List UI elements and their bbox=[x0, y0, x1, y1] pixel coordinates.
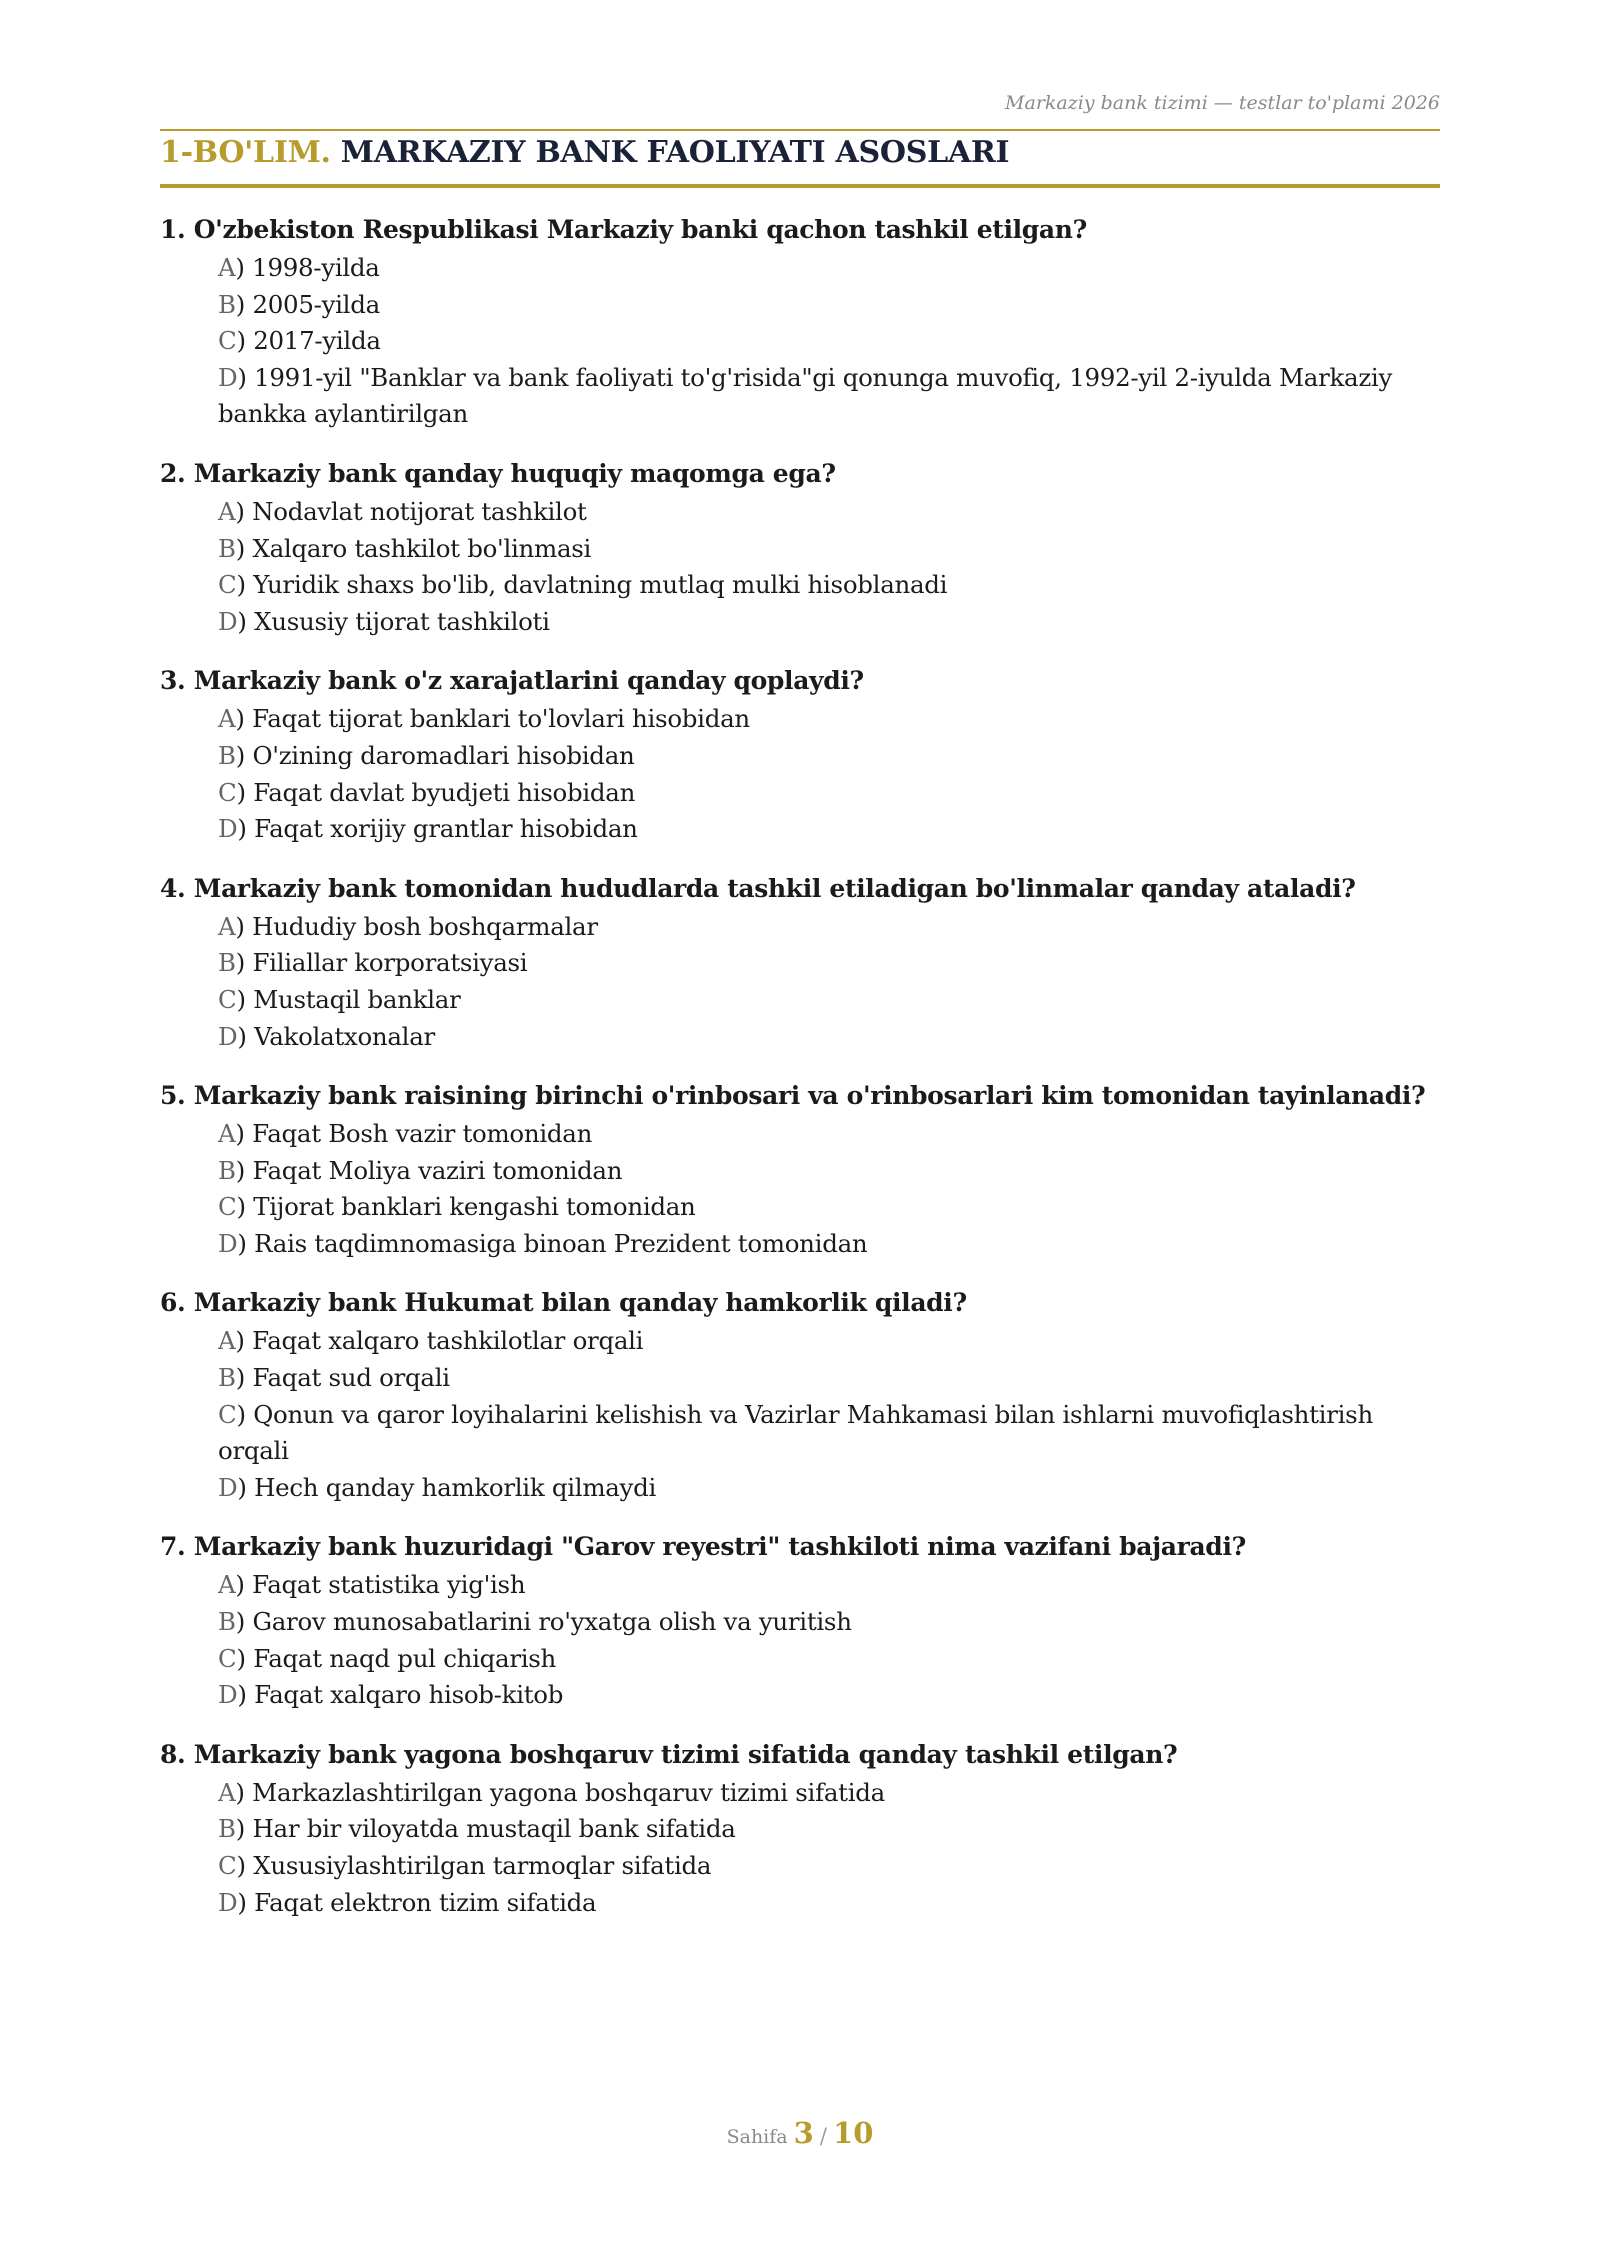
option-letter-paren: ) bbox=[237, 1021, 255, 1051]
option-letter-paren: ) bbox=[237, 1680, 255, 1710]
option-letter-paren: ) bbox=[236, 326, 254, 356]
option-letter-paren: ) bbox=[236, 777, 254, 807]
answer-option bbox=[218, 1848, 1440, 1885]
option-letter: A bbox=[218, 704, 236, 734]
option-letter-paren: ) bbox=[236, 1192, 254, 1222]
option-letter: C bbox=[218, 984, 237, 1014]
answer-options bbox=[218, 909, 1440, 1055]
option-text: Faqat elektron tizim sifatida bbox=[254, 1887, 597, 1917]
option-letter: B bbox=[218, 948, 236, 978]
option-letter: D bbox=[218, 1228, 238, 1258]
total-pages-number: 10 bbox=[833, 2116, 874, 2150]
answer-options bbox=[218, 1323, 1440, 1506]
option-letter: D bbox=[218, 814, 238, 844]
answer-option bbox=[218, 1360, 1440, 1397]
answer-option bbox=[218, 945, 1440, 982]
answer-option bbox=[218, 1323, 1440, 1360]
header-divider bbox=[160, 129, 1440, 131]
option-letter: A bbox=[218, 1119, 236, 1149]
option-text: Filiallar korporatsiyasi bbox=[252, 948, 528, 978]
option-letter: C bbox=[218, 1643, 237, 1673]
option-letter-paren: ) bbox=[235, 1119, 253, 1149]
answer-option bbox=[218, 1811, 1440, 1848]
section-title bbox=[160, 135, 1009, 170]
option-letter: B bbox=[218, 533, 236, 563]
option-letter: A bbox=[218, 911, 236, 941]
answer-option bbox=[218, 287, 1440, 324]
option-letter: D bbox=[218, 1021, 238, 1051]
answer-option bbox=[218, 1226, 1440, 1263]
option-letter-paren: ) bbox=[235, 1777, 253, 1807]
option-text: Faqat davlat byudjeti hisobidan bbox=[253, 777, 636, 807]
option-letter: C bbox=[218, 1399, 237, 1429]
section-heading: MARKAZIY BANK FAOLIYATI ASOSLARI bbox=[340, 135, 1010, 170]
option-letter-paren: ) bbox=[236, 1851, 254, 1880]
option-letter-paren: ) bbox=[235, 948, 253, 978]
option-letter: B bbox=[218, 1155, 236, 1185]
option-letter: D bbox=[218, 606, 238, 636]
option-letter-paren: ) bbox=[236, 1399, 254, 1429]
option-letter: C bbox=[218, 777, 237, 807]
option-letter-paren: ) bbox=[235, 1570, 253, 1600]
option-letter: A bbox=[218, 496, 236, 526]
option-text: Faqat tijorat banklari to'lovlari hisobidan bbox=[252, 704, 750, 734]
section-divider bbox=[160, 184, 1440, 188]
answer-option bbox=[218, 1775, 1440, 1812]
answer-option bbox=[218, 738, 1440, 775]
option-letter-paren: ) bbox=[235, 1155, 253, 1185]
answer-option bbox=[218, 604, 1440, 641]
option-letter: A bbox=[218, 253, 236, 282]
question-block bbox=[160, 212, 1440, 433]
page-label: Sahifa bbox=[726, 2126, 788, 2148]
question-text: 7. Markaziy bank huzuridagi "Garov reyestri" tashkiloti nima vazifani bajaradi? bbox=[160, 1532, 1246, 1562]
option-letter-paren: ) bbox=[235, 704, 253, 734]
answer-option bbox=[218, 250, 1440, 287]
option-letter: C bbox=[218, 570, 237, 600]
answer-option bbox=[218, 323, 1440, 360]
answer-option bbox=[218, 982, 1440, 1019]
answer-option bbox=[218, 1604, 1440, 1641]
option-letter: B bbox=[218, 289, 236, 319]
answer-option bbox=[218, 1189, 1440, 1226]
option-text: 1991-yil "Banklar va bank faoliyati to'g'risida"gi qonunga muvofiq, 1992-yil 2-iyulda Markaziy bankka aylantirilgan bbox=[218, 362, 1393, 429]
option-text: Xususiylashtirilgan tarmoqlar sifatida bbox=[253, 1851, 712, 1880]
answer-options bbox=[218, 494, 1440, 640]
question-text: 1. O'zbekiston Respublikasi Markaziy banki qachon tashkil etilgan? bbox=[160, 215, 1087, 244]
answer-option bbox=[218, 360, 1440, 433]
option-text: 2017-yilda bbox=[253, 326, 381, 356]
option-letter: B bbox=[218, 1363, 236, 1393]
answer-options bbox=[218, 1116, 1440, 1262]
question-block bbox=[160, 1078, 1440, 1262]
option-letter-paren: ) bbox=[235, 740, 253, 770]
option-letter: B bbox=[218, 1814, 236, 1844]
question-block bbox=[160, 871, 1440, 1055]
question-block bbox=[160, 456, 1440, 640]
option-letter-paren: ) bbox=[235, 1607, 253, 1637]
option-text: Faqat naqd pul chiqarish bbox=[253, 1643, 557, 1673]
option-letter: D bbox=[218, 1680, 238, 1710]
option-text: O'zining daromadlari hisobidan bbox=[252, 740, 635, 770]
option-letter-paren: ) bbox=[235, 1326, 253, 1356]
page-footer bbox=[0, 2116, 1600, 2150]
answer-option bbox=[218, 1153, 1440, 1190]
answer-options bbox=[218, 1567, 1440, 1713]
current-page-number: 3 bbox=[793, 2116, 814, 2150]
answer-option bbox=[218, 701, 1440, 738]
answer-option bbox=[218, 1567, 1440, 1604]
option-text: Faqat Bosh vazir tomonidan bbox=[252, 1119, 593, 1149]
page-separator: / bbox=[819, 2124, 827, 2148]
option-text: Faqat xalqaro hisob-kitob bbox=[254, 1680, 564, 1710]
option-letter: D bbox=[218, 1472, 238, 1502]
answer-option bbox=[218, 1397, 1440, 1470]
answer-option bbox=[218, 494, 1440, 531]
question-block bbox=[160, 1737, 1440, 1921]
running-header: Markaziy bank tizimi — testlar to'plami 2026 bbox=[1005, 92, 1440, 114]
question-list bbox=[160, 212, 1440, 1944]
option-text: Hududiy bosh boshqarmalar bbox=[252, 911, 598, 941]
option-letter-paren: ) bbox=[235, 1363, 253, 1393]
option-text: Faqat statistika yig'ish bbox=[252, 1570, 526, 1600]
answer-option bbox=[218, 909, 1440, 946]
option-letter-paren: ) bbox=[235, 253, 253, 282]
option-text: Tijorat banklari kengashi tomonidan bbox=[253, 1192, 696, 1222]
answer-option bbox=[218, 1470, 1440, 1507]
option-letter-paren: ) bbox=[235, 911, 253, 941]
question-text: 6. Markaziy bank Hukumat bilan qanday hamkorlik qiladi? bbox=[160, 1288, 967, 1318]
option-text: Xalqaro tashkilot bo'linmasi bbox=[252, 533, 592, 563]
answer-option bbox=[218, 1019, 1440, 1056]
option-text: 2005-yilda bbox=[252, 289, 380, 319]
question-block bbox=[160, 663, 1440, 847]
question-text: 4. Markaziy bank tomonidan hududlarda tashkil etiladigan bo'linmalar qanday ataladi? bbox=[160, 873, 1356, 903]
option-text: Hech qanday hamkorlik qilmaydi bbox=[254, 1472, 657, 1502]
answer-options bbox=[218, 1775, 1440, 1921]
question-block bbox=[160, 1285, 1440, 1506]
option-text: Mustaqil banklar bbox=[253, 984, 461, 1014]
option-text: Garov munosabatlarini ro'yxatga olish va yuritish bbox=[252, 1607, 852, 1637]
question-text: 3. Markaziy bank o'z xarajatlarini qanday qoplaydi? bbox=[160, 666, 864, 696]
answer-option bbox=[218, 1885, 1440, 1922]
option-text: Markazlashtirilgan yagona boshqaruv tizimi sifatida bbox=[252, 1777, 885, 1807]
option-letter-paren: ) bbox=[237, 606, 255, 636]
option-letter-paren: ) bbox=[237, 814, 255, 844]
answer-option bbox=[218, 531, 1440, 568]
question-block bbox=[160, 1529, 1440, 1713]
question-text: 5. Markaziy bank raisining birinchi o'rinbosari va o'rinbosarlari kim tomonidan tayinlanadi? bbox=[160, 1081, 1426, 1111]
option-text: Faqat sud orqali bbox=[252, 1363, 450, 1393]
option-text: Vakolatxonalar bbox=[254, 1021, 435, 1051]
option-letter: A bbox=[218, 1326, 236, 1356]
option-text: Nodavlat notijorat tashkilot bbox=[252, 496, 587, 526]
option-letter-paren: ) bbox=[237, 1228, 255, 1258]
option-letter: D bbox=[218, 1887, 238, 1917]
option-text: Xususiy tijorat tashkiloti bbox=[254, 606, 550, 636]
option-letter: C bbox=[218, 326, 237, 356]
option-letter-paren: ) bbox=[235, 1814, 253, 1844]
answer-option bbox=[218, 775, 1440, 812]
option-text: Faqat xorijiy grantlar hisobidan bbox=[254, 814, 638, 844]
option-letter-paren: ) bbox=[235, 289, 253, 319]
option-text: Rais taqdimnomasiga binoan Prezident tomonidan bbox=[254, 1228, 868, 1258]
option-letter-paren: ) bbox=[235, 496, 253, 526]
answer-option bbox=[218, 1677, 1440, 1714]
answer-options bbox=[218, 250, 1440, 433]
option-letter-paren: ) bbox=[237, 362, 255, 392]
question-text: 2. Markaziy bank qanday huquqiy maqomga ega? bbox=[160, 458, 836, 488]
option-letter: A bbox=[218, 1777, 236, 1807]
option-text: Faqat xalqaro tashkilotlar orqali bbox=[252, 1326, 644, 1356]
option-letter: B bbox=[218, 1607, 236, 1637]
option-letter-paren: ) bbox=[237, 1472, 255, 1502]
answer-option bbox=[218, 1641, 1440, 1678]
option-letter: C bbox=[218, 1851, 237, 1880]
option-letter: D bbox=[218, 362, 238, 392]
option-letter: B bbox=[218, 740, 236, 770]
answer-options bbox=[218, 701, 1440, 847]
option-text: Faqat Moliya vaziri tomonidan bbox=[252, 1155, 623, 1185]
section-number: 1-BO'LIM. bbox=[160, 135, 331, 170]
option-text: 1998-yilda bbox=[252, 253, 380, 282]
answer-option bbox=[218, 567, 1440, 604]
option-letter: A bbox=[218, 1570, 236, 1600]
option-letter-paren: ) bbox=[237, 1887, 255, 1917]
option-text: Qonun va qaror loyihalarini kelishish va Vazirlar Mahkamasi bilan ishlarni muvofiqlashtirish orqali bbox=[218, 1399, 1373, 1466]
answer-option bbox=[218, 811, 1440, 848]
option-text: Har bir viloyatda mustaqil bank sifatida bbox=[252, 1814, 736, 1844]
option-letter-paren: ) bbox=[236, 1643, 254, 1673]
option-letter-paren: ) bbox=[236, 984, 254, 1014]
option-letter: C bbox=[218, 1192, 237, 1222]
question-text: 8. Markaziy bank yagona boshqaruv tizimi sifatida qanday tashkil etilgan? bbox=[160, 1739, 1178, 1769]
option-letter-paren: ) bbox=[235, 533, 253, 563]
option-text: Yuridik shaxs bo'lib, davlatning mutlaq mulki hisoblanadi bbox=[253, 570, 948, 600]
option-letter-paren: ) bbox=[236, 570, 254, 600]
answer-option bbox=[218, 1116, 1440, 1153]
